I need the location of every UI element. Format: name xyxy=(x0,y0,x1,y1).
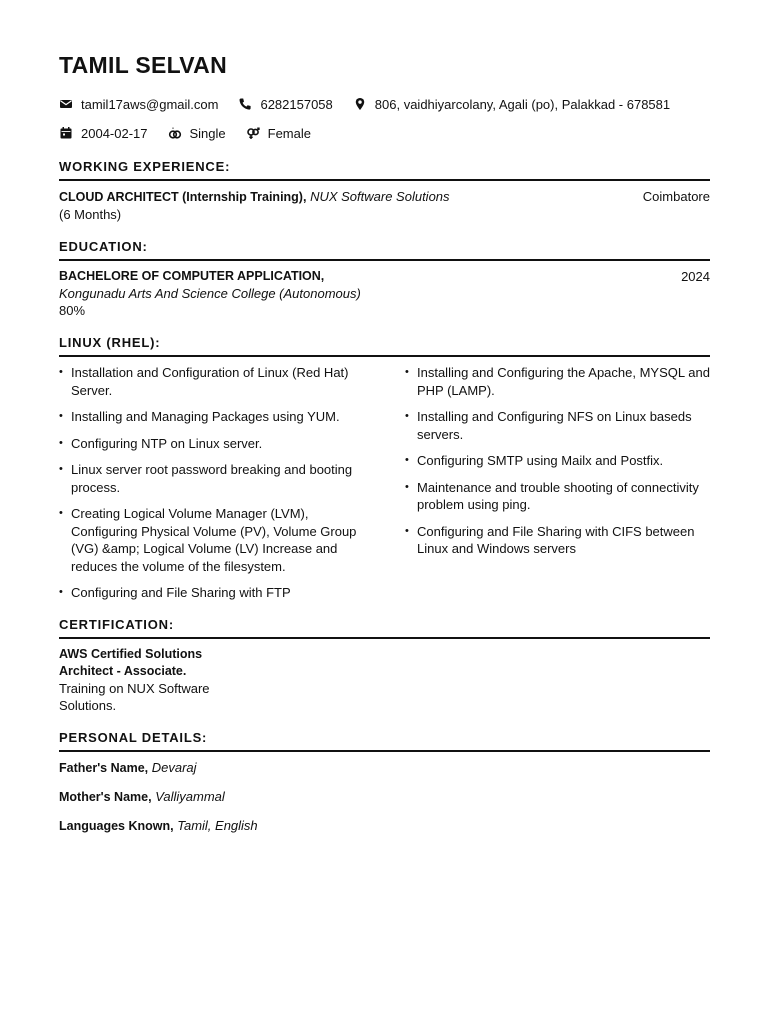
linux-skills-right xyxy=(405,364,710,611)
experience-duration: (6 Months) xyxy=(59,207,122,222)
address-text: 806, vaidhiyarcolany, Agali (po), Palakkad - 678581 xyxy=(374,96,671,112)
list-item: • Installing and Configuring NFS on Linux baseds servers. xyxy=(405,408,710,443)
email-item xyxy=(59,97,218,112)
education-degree: BACHELORE OF COMPUTER APPLICATION, xyxy=(59,269,325,283)
list-item: • Installation and Configuration of Linux (Red Hat) Server. xyxy=(59,364,364,399)
list-item: • Installing and Managing Packages using YUM. xyxy=(59,408,364,426)
phone-item xyxy=(238,97,332,112)
personal-section xyxy=(59,730,710,835)
list-item: • Installing and Configuring the Apache, MYSQL and PHP (LAMP). xyxy=(405,364,710,399)
list-item: • Configuring and File Sharing with FTP xyxy=(59,584,364,602)
languages-value: Tamil, English xyxy=(177,817,258,833)
education-year: 2024 xyxy=(681,269,710,284)
phone-text: 6282157058 xyxy=(260,96,333,112)
address-item xyxy=(353,97,670,112)
linux-skills-left xyxy=(59,364,364,611)
education-heading: EDUCATION: xyxy=(59,239,710,261)
list-item: • Linux server root password breaking and booting process. xyxy=(59,461,364,496)
experience-company: NUX Software Solutions xyxy=(310,189,450,204)
list-item: • Creating Logical Volume Manager (LVM), Configuring Physical Volume (PV), Volume Group (VG) &amp; Logical Volume (LV) Increase and reduces the volume of the filesystem. xyxy=(59,505,364,575)
certification-name: AWS Certified Solutions Architect - Associate. xyxy=(59,646,203,678)
father-value: Devaraj xyxy=(151,759,197,775)
location-pin-icon xyxy=(353,97,367,111)
email-text: tamil17aws@gmail.com xyxy=(81,96,219,112)
father-name-line xyxy=(59,759,710,777)
experience-heading: WORKING EXPERIENCE: xyxy=(59,159,710,181)
certification-heading: CERTIFICATION: xyxy=(59,617,710,639)
mail-icon xyxy=(59,97,73,111)
mother-value: Valliyammal xyxy=(155,788,225,804)
candidate-name: TAMIL SELVAN xyxy=(59,52,228,78)
gender-item xyxy=(246,126,311,141)
gender-icon xyxy=(246,126,260,140)
experience-location: Coimbatore xyxy=(642,189,710,204)
linux-skill-columns xyxy=(59,364,710,611)
education-entry xyxy=(59,268,710,285)
personal-heading: PERSONAL DETAILS: xyxy=(59,730,710,752)
linux-heading: LINUX (RHEL): xyxy=(59,335,710,357)
education-college: Kongunadu Arts And Science College (Autonomous) xyxy=(59,286,361,301)
languages-line xyxy=(59,817,710,835)
mother-label: Mother's Name, xyxy=(59,789,152,804)
certification-detail: Training on NUX Software Solutions. xyxy=(59,680,210,713)
experience-entry xyxy=(59,188,710,206)
experience-role: CLOUD ARCHITECT (Internship Training), xyxy=(59,190,307,204)
list-item: • Maintenance and trouble shooting of connectivity problem using ping. xyxy=(405,479,710,514)
gender-text: Female xyxy=(267,125,311,141)
phone-icon xyxy=(238,97,252,111)
certification-entry xyxy=(59,646,229,714)
rings-icon xyxy=(168,126,182,140)
list-item: • Configuring and File Sharing with CIFS between Linux and Windows servers xyxy=(405,523,710,558)
experience-section xyxy=(59,159,710,223)
dob-item xyxy=(59,126,148,141)
marital-text: Single xyxy=(189,125,226,141)
linux-section xyxy=(59,335,710,611)
calendar-icon xyxy=(59,126,73,140)
father-label: Father's Name, xyxy=(59,760,149,775)
education-score: 80% xyxy=(59,303,86,318)
contact-row-1 xyxy=(59,94,710,114)
mother-name-line xyxy=(59,788,710,806)
experience-role-line xyxy=(59,188,450,206)
list-item: • Configuring NTP on Linux server. xyxy=(59,435,364,453)
marital-item xyxy=(168,126,226,141)
contact-row-2 xyxy=(59,123,710,143)
dob-text: 2004-02-17 xyxy=(81,125,148,141)
certification-section xyxy=(59,617,710,714)
languages-label: Languages Known, xyxy=(59,818,174,833)
list-item: • Configuring SMTP using Mailx and Postfix. xyxy=(405,452,710,470)
education-section xyxy=(59,239,710,319)
